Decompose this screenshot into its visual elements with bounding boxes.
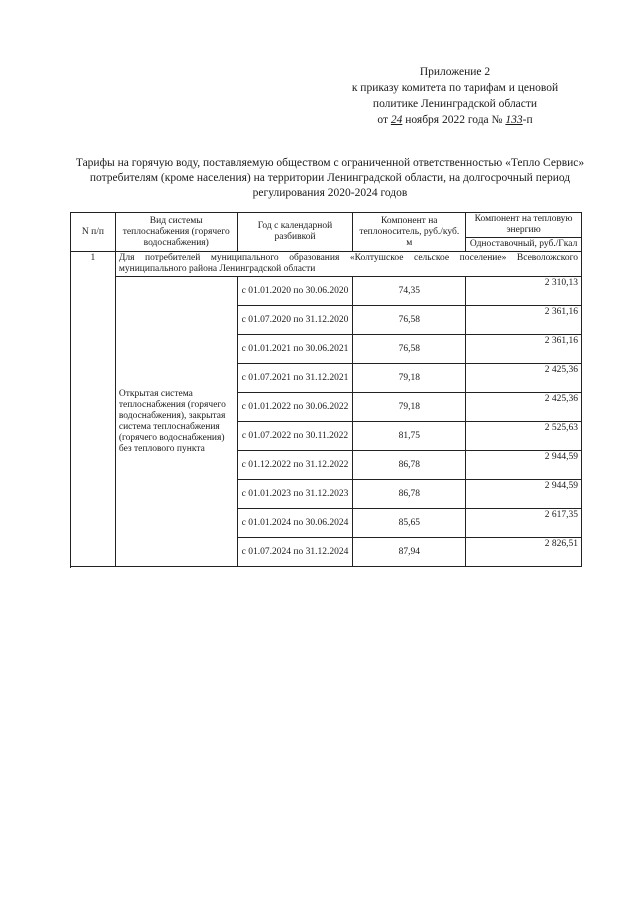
period-cell: с 01.07.2022 по 30.11.2022 (237, 422, 353, 451)
header-system: Вид системы теплоснабжения (горячего водоснабжения) (115, 213, 237, 252)
committee-line: политике Ленинградской области (372, 98, 538, 110)
table-row (71, 277, 582, 306)
carrier-cell: 86,78 (353, 480, 466, 509)
carrier-cell: 79,18 (353, 364, 466, 393)
header-num: N п/п (71, 213, 116, 252)
carrier-cell: 79,18 (353, 393, 466, 422)
period-cell: с 01.01.2024 по 30.06.2024 (237, 509, 353, 538)
header-energy: Компонент на тепловую энергию (466, 213, 582, 238)
header-energy-sub: Одноставочный, руб./Гкал (466, 238, 582, 252)
consumer-row: Для потребителей муниципального образования «Колтушское сельское поселение» Всеволожского муниципального района Ленинградской области (115, 252, 581, 277)
energy-cell: 2 361,16 (466, 335, 582, 364)
carrier-cell: 76,58 (353, 335, 466, 364)
tariff-table (70, 212, 582, 567)
energy-cell: 2 425,36 (466, 393, 582, 422)
energy-cell: 2 944,59 (466, 480, 582, 509)
energy-cell: 2 944,59 (466, 451, 582, 480)
carrier-cell: 81,75 (353, 422, 466, 451)
period-cell: с 01.01.2023 по 31.12.2023 (237, 480, 353, 509)
energy-cell: 2 310,13 (466, 277, 582, 306)
energy-cell: 2 425,36 (466, 364, 582, 393)
row-number: 1 (71, 252, 116, 567)
appendix-label: Приложение 2 (419, 66, 491, 78)
header-carrier: Компонент на теплоноситель, руб./куб. м (353, 213, 466, 252)
energy-cell: 2 525,63 (466, 422, 582, 451)
energy-cell: 2 361,16 (466, 306, 582, 335)
carrier-cell: 74,35 (353, 277, 466, 306)
carrier-cell: 86,78 (353, 451, 466, 480)
period-cell: с 01.01.2022 по 30.06.2022 (237, 393, 353, 422)
period-cell: с 01.07.2024 по 31.12.2024 (237, 538, 353, 567)
energy-cell: 2 617,35 (466, 509, 582, 538)
period-cell: с 01.07.2021 по 31.12.2021 (237, 364, 353, 393)
period-cell: с 01.01.2021 по 30.06.2021 (237, 335, 353, 364)
period-cell: с 01.01.2020 по 30.06.2020 (237, 277, 353, 306)
carrier-cell: 87,94 (353, 538, 466, 567)
order-day: 24 (390, 114, 403, 126)
order-number: 133 (505, 114, 523, 126)
system-type-cell: Открытая система теплоснабжения (горячего водоснабжения), закрытая система теплоснабжения (горячего водоснабжения) без теплового пункта (115, 277, 237, 567)
order-date-line: от 24 ноября 2022 года № 133-п (377, 114, 533, 126)
carrier-cell: 85,65 (353, 509, 466, 538)
carrier-cell: 76,58 (353, 306, 466, 335)
header-year: Год с календарной разбивкой (237, 213, 353, 252)
document-title: Тарифы на горячую воду, поставляемую обществом с ограниченной ответственностью «Тепло Сервис» потребителям (кроме населения) на территории Ленинградской области, на долгосрочный период регулирования 2020-2024 годов (75, 157, 585, 199)
period-cell: с 01.12.2022 по 31.12.2022 (237, 451, 353, 480)
approval-block (330, 64, 580, 128)
energy-cell: 2 826,51 (466, 538, 582, 567)
order-line: к приказу комитета по тарифам и ценовой (351, 82, 559, 94)
period-cell: с 01.07.2020 по 31.12.2020 (237, 306, 353, 335)
